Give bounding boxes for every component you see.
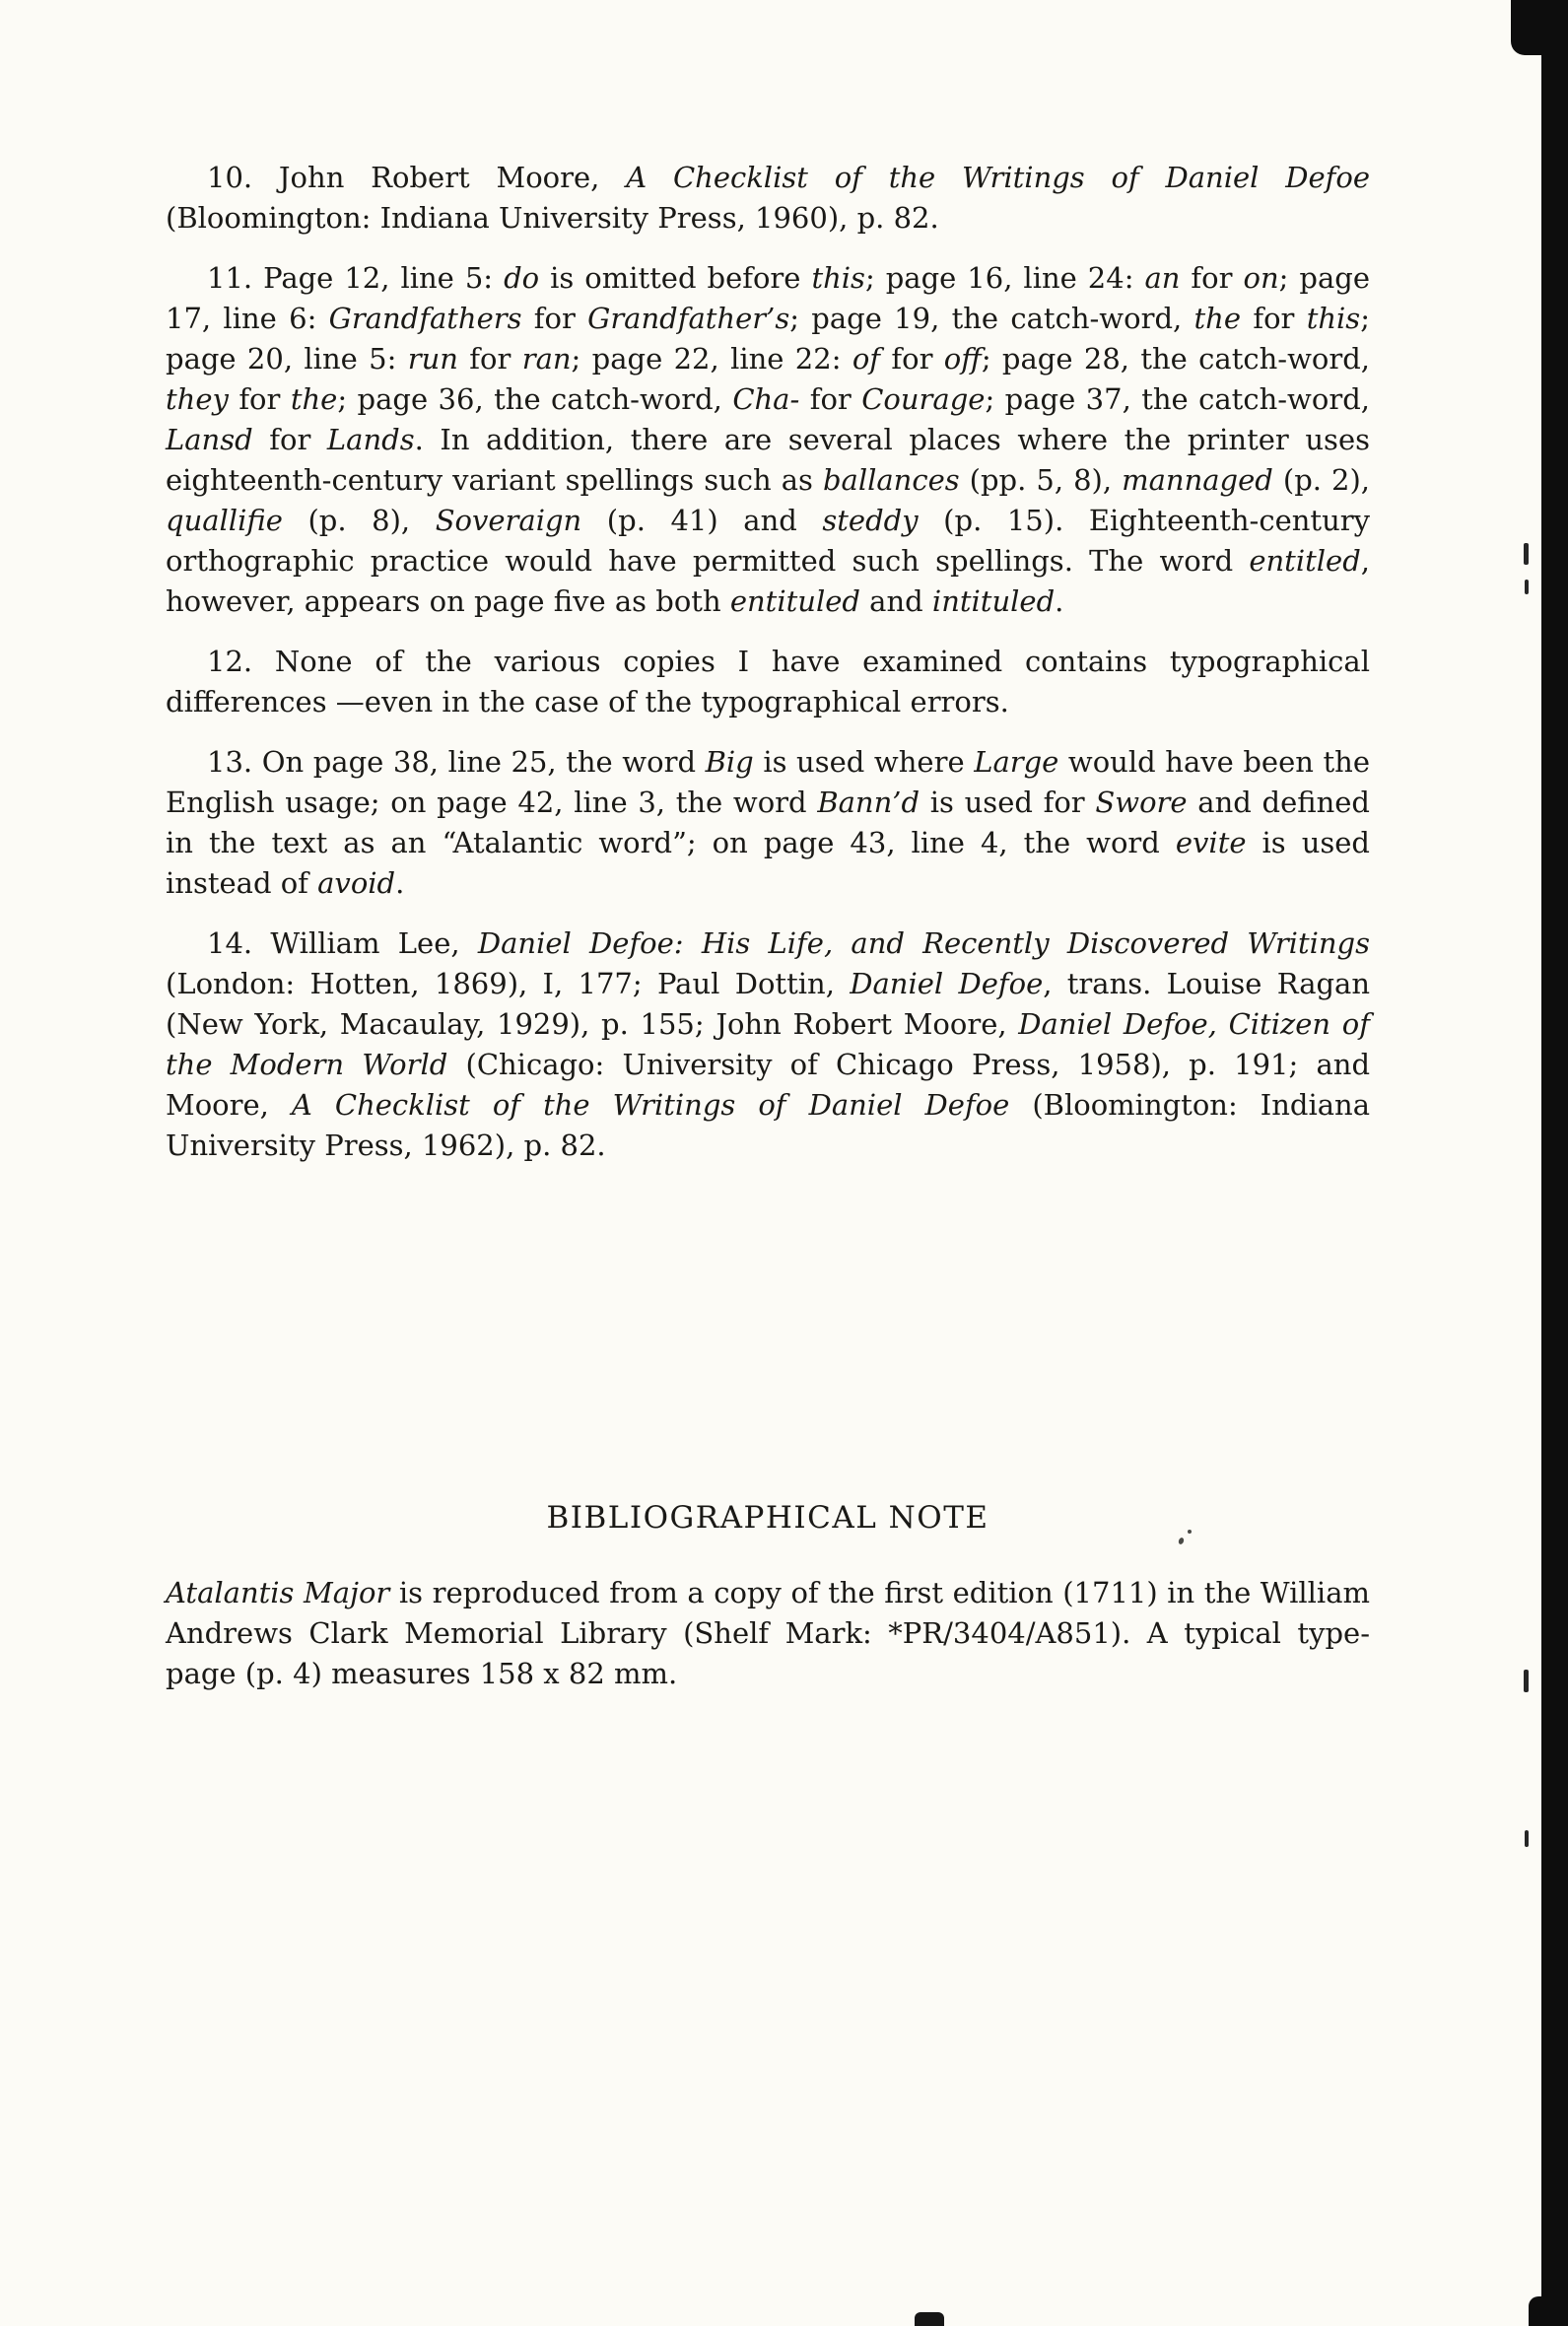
scan-margin-mark bbox=[1525, 580, 1529, 594]
endnote-14: 14. William Lee, Daniel Defoe: His Life, and Recently Discovered Writings (London: Hotten, 1869), I, 177; Paul Dottin, Daniel Defoe, trans. Louise Ragan (New York, Macaulay, 1929), p. 155; John Robert Moore, Daniel Defoe, Citizen of the Modern World (Chicago: University of Chicago Press, 1958), p. 191; and Moore, A Checklist of the Writings of Daniel Defoe (Bloomington: Indiana University Press, 1962), p. 82. bbox=[166, 926, 1371, 1162]
scan-edge-black-bar bbox=[1541, 0, 1568, 2326]
scan-margin-mark bbox=[1525, 1830, 1529, 1847]
scan-speck bbox=[1178, 1537, 1185, 1544]
scan-bottom-right-corner-artifact bbox=[1529, 2296, 1568, 2326]
scan-speck bbox=[1188, 1530, 1192, 1534]
endnote-11: 11. Page 12, line 5: do is omitted before this; page 16, line 24: an for on; page 17, line 6: Grandfathers for Grandfather’s; page 19, the catch-word, the for this; page 20, line 5: run for ran; page 22, line 22: of for off; page 28, the catch-word, they for the; page 36, the catch-word, Cha- for Courage; page 37, the catch-word, Lansd for Lands. In addition, there are several places where the printer uses eighteenth-century variant spellings such as ballances (pp. 5, 8), mannaged (p. 2), quallifie (p. 8), Soveraign (p. 41) and steddy (p. 15). Eighteenth-century orthographic practice would have permitted such spellings. The word entitled, however, appears on page five as both entituled and intituled. bbox=[166, 261, 1371, 618]
endnote-13: 13. On page 38, line 25, the word Big is used where Large would have been the English usage; on page 42, line 3, the word Bann’d is used for Swore and defined in the text as an “Atalantic word”; on page 43, line 4, the word evite is used instead of avoid. bbox=[166, 745, 1370, 900]
scan-margin-mark bbox=[1524, 543, 1529, 565]
scan-bottom-smudge bbox=[915, 2312, 944, 2326]
bibliographical-note-paragraph: Atalantis Major is reproduced from a copy of the first edition (1711) in the William Andrews Clark Memorial Library (Shelf Mark: *PR/3404/A851). A typical type-page (p. 4) measures 158 x 82 mm. bbox=[166, 1576, 1370, 1690]
bibliographical-note-heading: BIBLIOGRAPHICAL NOTE bbox=[546, 1500, 989, 1536]
scan-margin-mark bbox=[1524, 1670, 1529, 1692]
endnote-12: 12. None of the various copies I have examined contains typographical differences —even in the case of the typographical errors. bbox=[166, 645, 1370, 718]
scan-top-right-corner-artifact bbox=[1511, 0, 1568, 55]
endnotes-section bbox=[166, 158, 1370, 1186]
endnote-10: 10. John Robert Moore, A Checklist of the Writings of Daniel Defoe (Bloomington: Indiana University Press, 1960), p. 82. bbox=[166, 161, 1371, 235]
